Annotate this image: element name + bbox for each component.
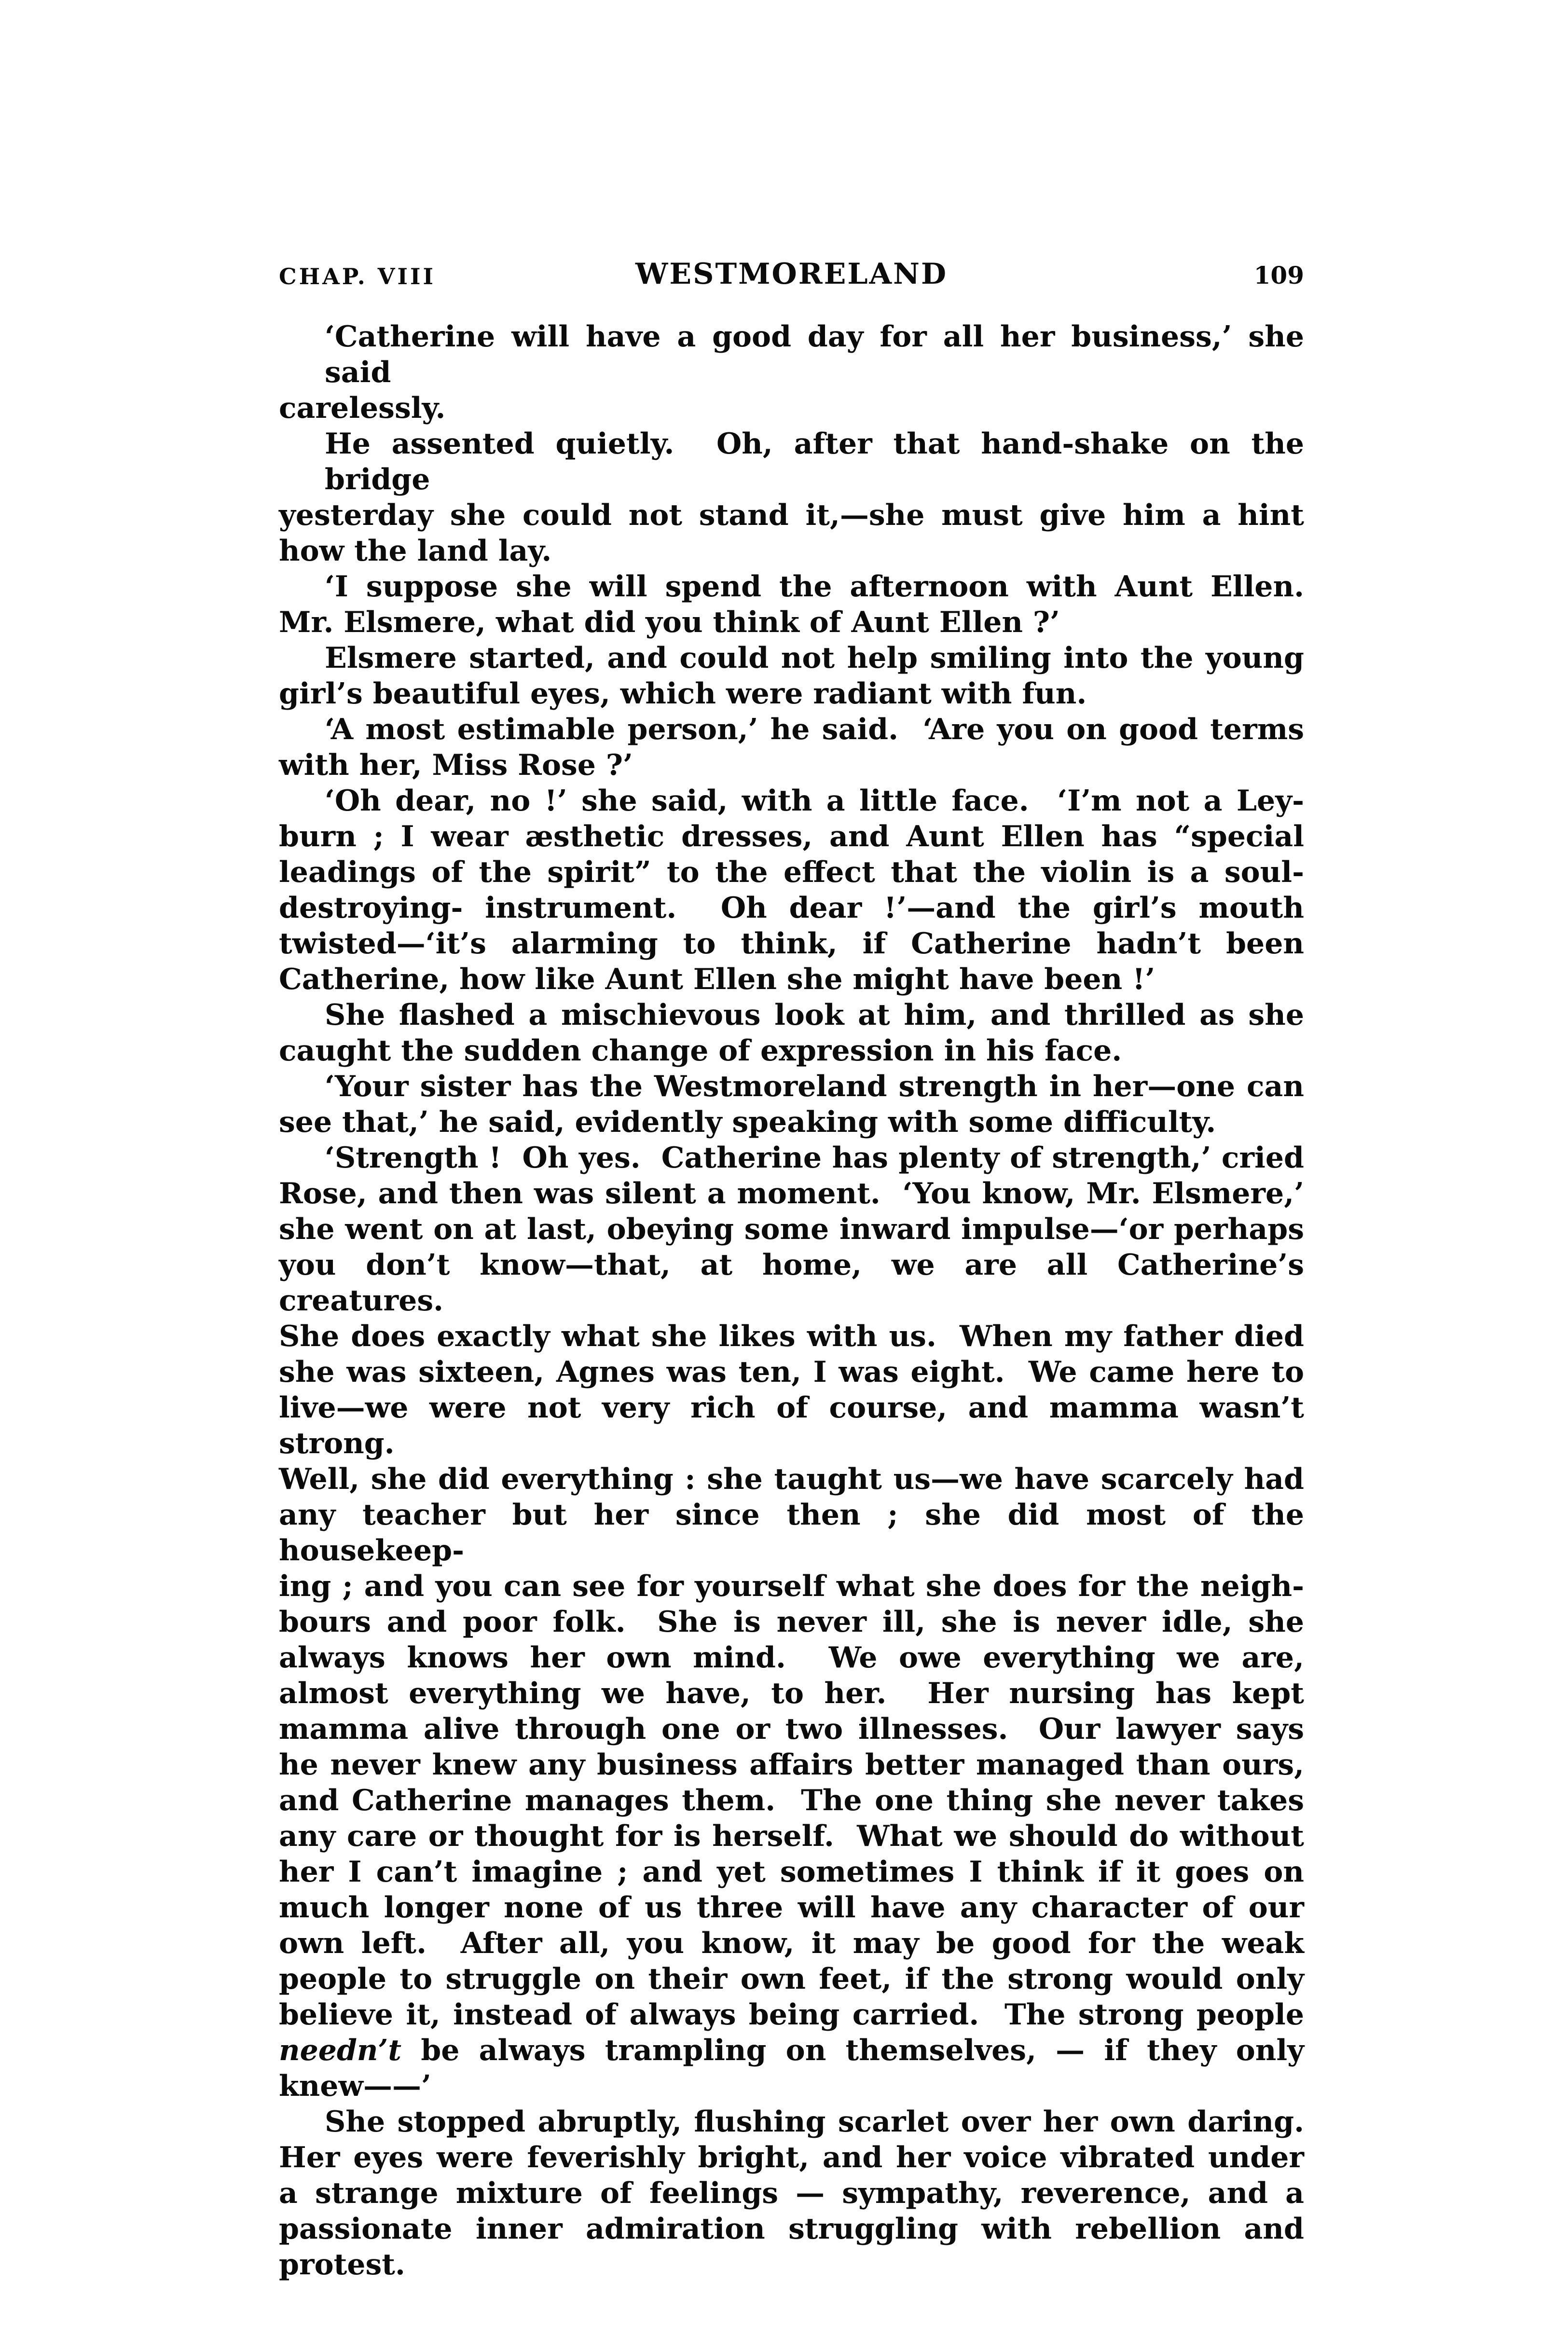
- text-line: carelessly.: [279, 391, 446, 425]
- text-line: ‘Strength ! Oh yes. Catherine has plenty of strength,’ cried: [325, 1141, 1304, 1175]
- text-line: see that,’ he said, evidently speaking with some difficulty.: [279, 1105, 1216, 1139]
- text-line: Her eyes were feverishly bright, and her voice vibrated under: [279, 2141, 1304, 2174]
- paragraph: [279, 712, 1304, 783]
- text-line: with her, Miss Rose ?’: [279, 748, 633, 782]
- text-line: ‘Your sister has the Westmoreland strength in her—one can: [325, 1070, 1304, 1103]
- paragraph: [279, 426, 1304, 569]
- text-line: she was sixteen, Agnes was ten, I was eight. We came here to: [279, 1355, 1304, 1389]
- text-line: always knows her own mind. We owe everything we are,: [279, 1641, 1304, 1675]
- text-line: her I can’t imagine ; and yet sometimes I think if it goes on: [279, 1855, 1304, 1889]
- text-line: caught the sudden change of expression in his face.: [279, 1034, 1122, 1068]
- text-line: a strange mixture of feelings — sympathy, reverence, and a: [279, 2176, 1304, 2210]
- text-line: protest.: [279, 2248, 405, 2282]
- text-line: burn ; I wear æsthetic dresses, and Aunt Ellen has “special: [279, 820, 1304, 853]
- text-line: own left. After all, you know, it may be good for the weak: [279, 1926, 1304, 1960]
- text-line: Rose, and then was silent a moment. ‘You know, Mr. Elsmere,’: [279, 1177, 1304, 1210]
- text-line: almost everything we have, to her. Her nursing has kept: [279, 1677, 1304, 1710]
- paragraph: [279, 2104, 1304, 2283]
- text-line: any teacher but her since then ; she did most of the housekeep-: [279, 1498, 1304, 1568]
- text-line: girl’s beautiful eyes, which were radiant with fun.: [279, 677, 1087, 711]
- text-line: ‘Catherine will have a good day for all her business,’ she said: [325, 320, 1304, 389]
- text-line: and Catherine manages them. The one thing she never takes: [279, 1784, 1304, 1817]
- text-line: She stopped abruptly, flushing scarlet over her own daring.: [325, 2105, 1304, 2139]
- text-line: needn’t be always trampling on themselves, — if they only: [279, 2034, 1304, 2067]
- text-line: Mr. Elsmere, what did you think of Aunt Ellen ?’: [279, 605, 1060, 639]
- text-line: She does exactly what she likes with us. When my father died: [279, 1320, 1304, 1353]
- text-line: how the land lay.: [279, 534, 552, 568]
- text-line: Catherine, how like Aunt Ellen she might have been !’: [279, 963, 1155, 996]
- text-line: yesterday she could not stand it,—she must give him a hint: [279, 498, 1304, 532]
- running-title: WESTMORELAND: [635, 257, 948, 291]
- text-line: knew——’: [279, 2069, 431, 2103]
- text-line: ing ; and you can see for yourself what she does for the neigh-: [279, 1569, 1304, 1603]
- paragraph: [279, 569, 1304, 640]
- paragraph: [279, 1140, 1304, 2104]
- text-line: passionate inner admiration struggling with rebellion and: [279, 2212, 1304, 2246]
- text-line: ‘I suppose she will spend the afternoon with Aunt Ellen.: [325, 570, 1304, 604]
- text-line: any care or thought for is herself. What we should do without: [279, 1819, 1304, 1853]
- paragraph: [279, 319, 1304, 426]
- paragraph: [279, 783, 1304, 997]
- text-line: ‘A most estimable person,’ he said. ‘Are you on good terms: [325, 713, 1304, 746]
- paragraph: [279, 640, 1304, 712]
- text-line: He assented quietly. Oh, after that hand-shake on the bridge: [325, 427, 1304, 496]
- page-number: 109: [1253, 261, 1304, 289]
- text-line: he never knew any business affairs better managed than ours,: [279, 1748, 1304, 1782]
- text-line: believe it, instead of always being carried. The strong people: [279, 1998, 1304, 2032]
- text-line: you don’t know—that, at home, we are all Catherine’s creatures.: [279, 1248, 1304, 1318]
- text-line: much longer none of us three will have any character of our: [279, 1891, 1304, 1925]
- text-line: leadings of the spirit” to the effect that the violin is a soul-: [279, 855, 1304, 889]
- text-line: she went on at last, obeying some inward impulse—‘or perhaps: [279, 1212, 1304, 1246]
- text-line: Well, she did everything : she taught us—we have scarcely had: [279, 1462, 1304, 1496]
- paragraph: [279, 1069, 1304, 1140]
- text-line: Elsmere started, and could not help smiling into the young: [325, 641, 1304, 675]
- text-line: live—we were not very rich of course, and mamma wasn’t strong.: [279, 1391, 1304, 1460]
- text-block: [279, 319, 1304, 2283]
- chapter-label: CHAP. VIII: [279, 263, 436, 289]
- text-line: people to struggle on their own feet, if the strong would only: [279, 1962, 1304, 1996]
- text-line: twisted—‘it’s alarming to think, if Catherine hadn’t been: [279, 927, 1304, 961]
- page-header: [279, 258, 1304, 289]
- text-line: She flashed a mischievous look at him, and thrilled as she: [325, 998, 1304, 1032]
- paragraph: [279, 997, 1304, 1069]
- text-line: destroying- instrument. Oh dear !’—and the girl’s mouth: [279, 891, 1304, 925]
- text-line: ‘Oh dear, no !’ she said, with a little face. ‘I’m not a Ley-: [325, 784, 1304, 818]
- text-line: bours and poor folk. She is never ill, she is never idle, she: [279, 1605, 1304, 1639]
- text-line: mamma alive through one or two illnesses. Our lawyer says: [279, 1712, 1304, 1746]
